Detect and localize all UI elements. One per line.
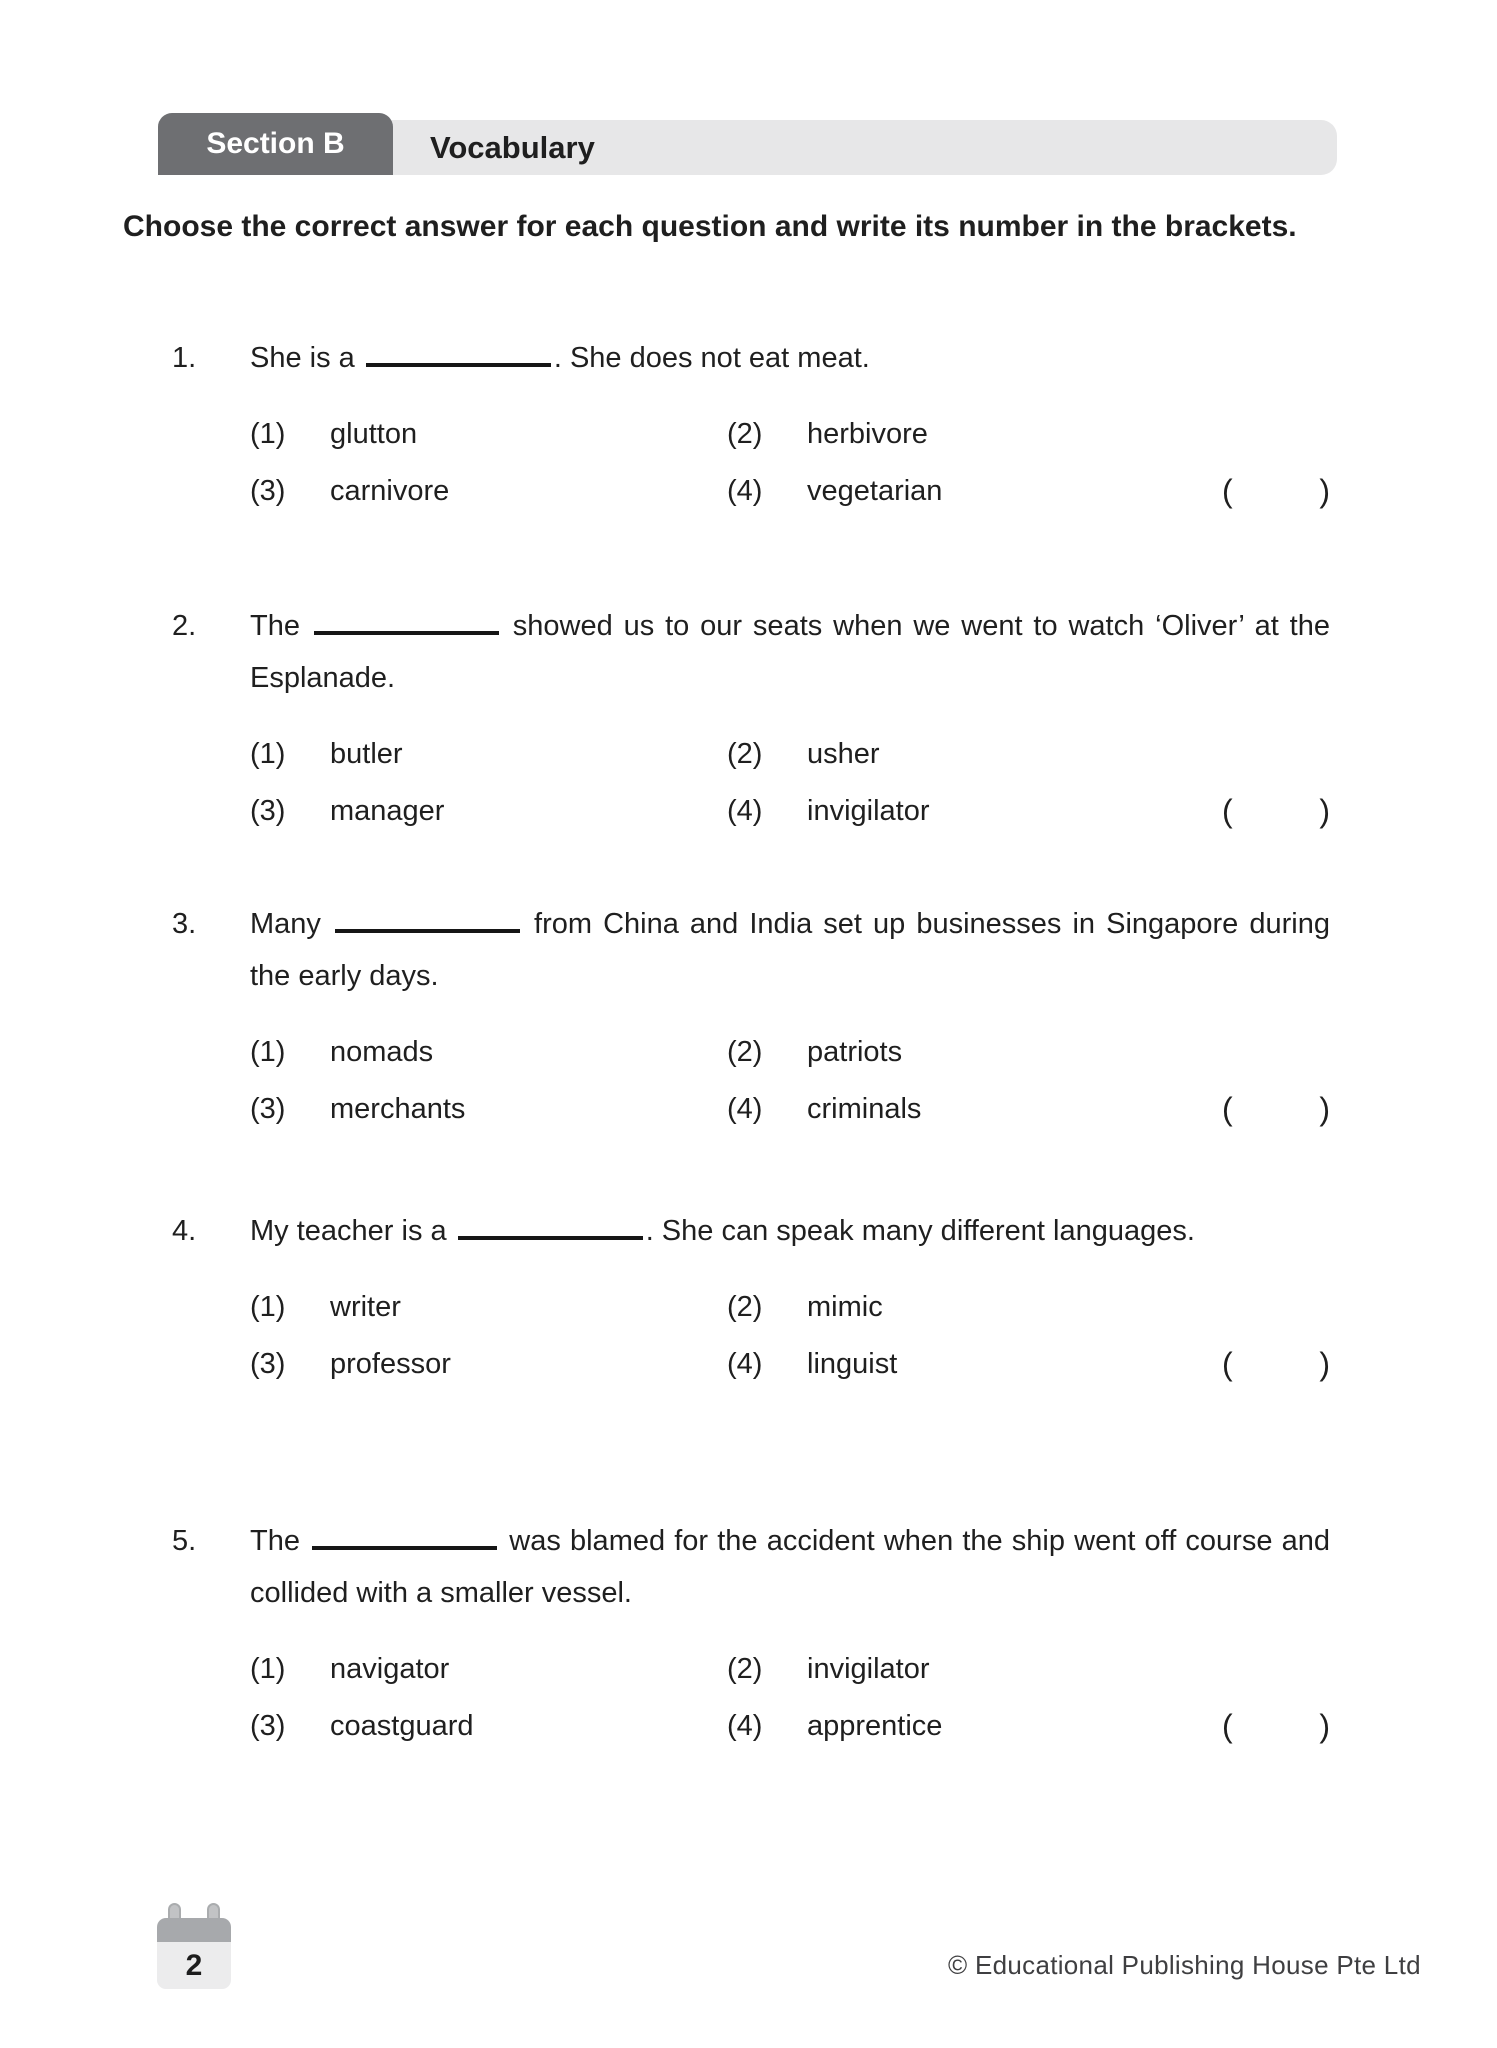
copyright-notice: © Educational Publishing House Pte Ltd [948, 1950, 1421, 1980]
option-number: (4) [727, 1710, 763, 1742]
instructions-text: Choose the correct answer for each question and write its number in the brackets. [123, 210, 1297, 243]
option-number: (3) [250, 795, 286, 827]
question-number: 4. [172, 1215, 197, 1247]
answer-blank [458, 1210, 643, 1240]
option-label: coastguard [330, 1710, 474, 1742]
option-label: herbivore [807, 418, 928, 450]
question-text [250, 332, 1330, 384]
option-number: (2) [727, 418, 763, 450]
open-bracket: ( [1222, 1346, 1233, 1382]
option-label: usher [807, 738, 880, 770]
options [250, 1279, 1330, 1393]
option-row [250, 1024, 1330, 1081]
question-text-segment: . She does not eat meat. [553, 342, 870, 374]
option-label: mimic [807, 1291, 883, 1323]
option-number: (2) [727, 1653, 763, 1685]
option-row [250, 1279, 1330, 1336]
option-row [250, 463, 1330, 520]
close-bracket: ) [1319, 473, 1330, 509]
option-label: criminals [807, 1093, 922, 1125]
answer-brackets [1222, 783, 1330, 840]
question-text-segment: My teacher is a [250, 1215, 455, 1247]
open-bracket: ( [1222, 793, 1233, 829]
question-text [250, 1515, 1330, 1619]
option-label: vegetarian [807, 475, 943, 507]
question-block [172, 898, 1330, 1138]
option-row [250, 1698, 1330, 1755]
options [250, 726, 1330, 840]
option-label: linguist [807, 1348, 898, 1380]
options [250, 1641, 1330, 1755]
badge-band [157, 1918, 231, 1942]
question-block [172, 1515, 1330, 1755]
option-label: professor [330, 1348, 451, 1380]
option-number: (2) [727, 1036, 763, 1068]
open-bracket: ( [1222, 1708, 1233, 1744]
option-label: merchants [330, 1093, 466, 1125]
options [250, 406, 1330, 520]
question-text [250, 600, 1330, 704]
section-title: Vocabulary [430, 129, 595, 165]
option-row [250, 1081, 1330, 1138]
option-row [250, 406, 1330, 463]
section-label: Section B [206, 127, 345, 160]
question-text-segment: The [250, 610, 311, 642]
options [250, 1024, 1330, 1138]
option-label: navigator [330, 1653, 450, 1685]
question-text [250, 1205, 1330, 1257]
option-label: patriots [807, 1036, 903, 1068]
question-block [172, 1205, 1330, 1393]
question-number: 1. [172, 342, 197, 374]
answer-brackets [1222, 1081, 1330, 1138]
question-text-segment: She is a [250, 342, 363, 374]
open-bracket: ( [1222, 1091, 1233, 1127]
option-number: (4) [727, 1093, 763, 1125]
option-label: apprentice [807, 1710, 943, 1742]
option-label: writer [330, 1291, 401, 1323]
answer-blank [335, 903, 520, 933]
close-bracket: ) [1319, 1346, 1330, 1382]
option-number: (4) [727, 1348, 763, 1380]
option-number: (1) [250, 418, 286, 450]
option-number: (1) [250, 738, 286, 770]
answer-blank [314, 605, 499, 635]
option-row [250, 1336, 1330, 1393]
option-number: (2) [727, 738, 763, 770]
question-block [172, 600, 1330, 840]
option-row [250, 1641, 1330, 1698]
open-bracket: ( [1222, 473, 1233, 509]
option-number: (1) [250, 1036, 286, 1068]
question-text-segment: Many [250, 908, 332, 940]
answer-blank [312, 1520, 497, 1550]
option-number: (3) [250, 1710, 286, 1742]
option-number: (3) [250, 475, 286, 507]
option-row [250, 783, 1330, 840]
option-number: (1) [250, 1653, 286, 1685]
question-text-segment: . She can speak many different languages. [645, 1215, 1195, 1247]
question-block [172, 332, 1330, 520]
option-number: (3) [250, 1348, 286, 1380]
option-number: (2) [727, 1291, 763, 1323]
footer-page-badge [157, 1903, 231, 1989]
option-label: invigilator [807, 795, 930, 827]
question-number: 2. [172, 610, 197, 642]
option-row [250, 726, 1330, 783]
option-label: invigilator [807, 1653, 930, 1685]
option-number: (3) [250, 1093, 286, 1125]
answer-brackets [1222, 463, 1330, 520]
option-label: nomads [330, 1036, 434, 1068]
option-label: glutton [330, 418, 418, 450]
question-text-segment: The [250, 1525, 310, 1557]
question-text-segment: from China and India set up businesses in Singapore during the early days. [250, 908, 1330, 992]
option-number: (4) [727, 475, 763, 507]
question-text-segment: showed us to our seats when we went to watch ‘Oliver’ at the Esplanade. [250, 610, 1330, 694]
close-bracket: ) [1319, 793, 1330, 829]
section-tab [158, 113, 393, 175]
option-number: (4) [727, 795, 763, 827]
close-bracket: ) [1319, 1091, 1330, 1127]
question-text-segment: was blamed for the accident when the ship went off course and collided with a smaller vessel. [250, 1525, 1330, 1609]
page-number: 2 [157, 1942, 231, 1989]
option-number: (1) [250, 1291, 286, 1323]
option-label: butler [330, 738, 403, 770]
question-number: 3. [172, 908, 197, 940]
answer-brackets [1222, 1336, 1330, 1393]
question-text [250, 898, 1330, 1002]
answer-brackets [1222, 1698, 1330, 1755]
answer-blank [366, 337, 551, 367]
question-number: 5. [172, 1525, 197, 1557]
option-label: manager [330, 795, 445, 827]
option-label: carnivore [330, 475, 450, 507]
close-bracket: ) [1319, 1708, 1330, 1744]
section-header [158, 113, 1337, 175]
